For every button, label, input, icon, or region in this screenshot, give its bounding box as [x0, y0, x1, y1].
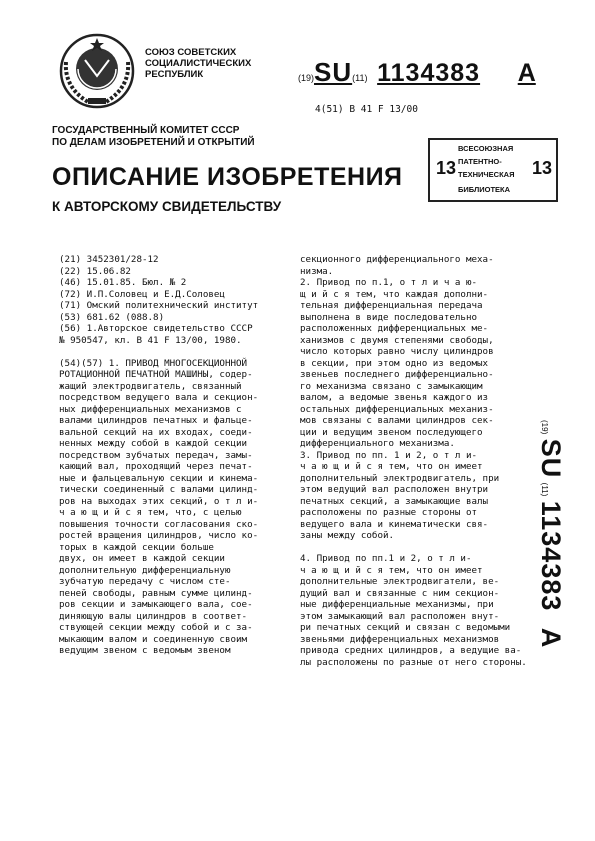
text-line: ствующей секции между собой и с за- [59, 622, 253, 633]
text-line: ч а ю щ и й с я тем, что, с целью [59, 507, 242, 518]
text-line: мыкающим валом и соединенную своим [59, 633, 248, 645]
text-line: печатных секций, а замыкающие валы [300, 495, 489, 507]
text-line: число которых равно числу цилиндров [300, 346, 494, 357]
text-line: (72) И.П.Соловец и Е.Д.Соловец [59, 288, 225, 300]
text-line: остальных дифференциальных механиз- [300, 403, 494, 415]
library-stamp [428, 138, 558, 202]
paragraph-gap [59, 346, 273, 358]
left-column [59, 254, 273, 657]
document-kind: A [517, 59, 536, 87]
side-code-19: (19) [540, 420, 549, 435]
paragraph-gap [300, 542, 530, 554]
text-line: повышения точности согласования ско- [59, 518, 259, 530]
publication-number [298, 57, 536, 88]
text-line: тельная дифференциальная передача [300, 300, 483, 311]
text-line: ных дифференциальных механизмов с [59, 403, 242, 415]
text-line: валами цилиндров печатных и фальце- [59, 415, 253, 426]
text-line: ненных между собой в каждой секции [59, 438, 248, 449]
ipc-classification: 4(51) B 41 F 13/00 [315, 104, 418, 115]
text-line: ции и ведущим звеном последующего [300, 426, 483, 438]
text-line: (54)(57) 1. ПРИВОД МНОГОСЕКЦИОННОЙ [59, 357, 248, 369]
union-line: СОЮЗ СОВЕТСКИХ [145, 47, 237, 58]
text-line: секционного дифференциального меха- [300, 254, 494, 265]
text-line: низма. [300, 265, 334, 277]
text-line: в секции, при этом одно из ведомых [300, 357, 489, 369]
text-line: посредством зубчатых передач, замы- [59, 449, 253, 461]
text-line: пеней свободы, равным сумме цилинд- [59, 587, 253, 599]
text-line: жащий электродвигатель, связанный [59, 380, 242, 392]
text-line: (71) Омский политехнический институт [59, 300, 259, 311]
text-line: ч а ю щ и й с я тем, что он имеет [300, 461, 483, 472]
committee [52, 125, 255, 149]
text-line: ров секции и замыкающего вала, сое- [59, 599, 253, 610]
text-line: посредством ведущего вала и секцион- [59, 392, 259, 403]
text-line: диняющую валы цилиндров в соответ- [59, 610, 248, 622]
committee-line: ПО ДЕЛАМ ИЗОБРЕТЕНИЙ И ОТКРЫТИЙ [52, 137, 255, 148]
text-line: привода средних цилиндров, а ведущие ва- [300, 645, 522, 656]
side-publication-number [536, 420, 566, 682]
committee-line: ГОСУДАРСТВЕННЫЙ КОМИТЕТ СССР [52, 125, 240, 136]
text-line: дифференциального механизма. [300, 438, 455, 449]
stamp-number-left: 13 [436, 158, 457, 178]
text-line: № 950547, кл. B 41 F 13/00, 1980. [59, 334, 242, 346]
side-code-11: (11) [540, 482, 549, 497]
text-line: ханизмов с двумя степенями свободы, [300, 334, 494, 346]
text-line: ные и фальцевальную секции и кинема- [59, 472, 259, 484]
text-line: звеньев последнего дифференциально- [300, 369, 494, 380]
code-19: (19) [298, 73, 315, 83]
patent-number: 1134383 [377, 59, 481, 87]
text-line: расположены по разные стороны от [300, 507, 478, 518]
text-line: ведущим звеном с ведомым звеном [59, 645, 231, 656]
code-11: (11) [352, 73, 368, 83]
text-line: валом, а ведомые звенья каждого из [300, 392, 489, 403]
stamp-line: ПАТЕНТНО- [458, 157, 502, 166]
side-document-kind: A [536, 627, 566, 649]
text-line: этом замыкающий вал расположен внут- [300, 610, 500, 622]
text-line: (53) 681.62 (088.8) [59, 311, 165, 323]
text-line: ч а ю щ и й с я тем, что он имеет [300, 564, 483, 576]
text-line: торых в каждой секции больше [59, 541, 214, 553]
text-line: лы расположены по разные от него стороны. [300, 656, 527, 668]
text-line: выполнена в виде последовательно [300, 311, 478, 323]
union-line: РЕСПУБЛИК [145, 69, 204, 80]
stamp-number-right: 13 [531, 158, 552, 178]
text-line: (56) 1.Авторское свидетельство СССР [59, 323, 253, 334]
right-column [300, 254, 530, 668]
text-line: (46) 15.01.85. Бюл. № 2 [59, 277, 187, 288]
document-title: ОПИСАНИЕ ИЗОБРЕТЕНИЯ [52, 163, 403, 191]
country-code: SU [314, 57, 353, 87]
text-line: зубчатую передачу с числом сте- [59, 576, 231, 587]
document-subtitle: К АВТОРСКОМУ СВИДЕТЕЛЬСТВУ [52, 199, 282, 214]
stamp-line: БИБЛИОТЕКА [458, 185, 511, 194]
text-line: двух, он имеет в каждой секции [59, 553, 225, 564]
text-line: ные дифференциальные механизмы, при [300, 599, 494, 610]
stamp-line: ТЕХНИЧЕСКАЯ [458, 170, 515, 179]
text-line: звеньями дифференциальных механизмов [300, 633, 500, 645]
text-line: расположенных дифференциальных ме- [300, 323, 489, 334]
text-line: дополнительную дифференциальную [59, 564, 231, 576]
state-emblem [58, 32, 136, 110]
text-line: 2. Привод по п.1, о т л и ч а ю- [300, 277, 478, 288]
text-line: кающий вал, проходящий через печат- [59, 461, 253, 472]
text-line: го механизма связано с замыкающим [300, 380, 483, 392]
side-country-code: SU [536, 438, 566, 479]
text-line: (21) 3452301/28-12 [59, 254, 159, 265]
text-line: дополнительный электродвигатель, при [300, 472, 500, 484]
side-patent-number: 1134383 [536, 500, 566, 612]
stamp-line: ВСЕСОЮЗНАЯ [458, 144, 514, 153]
text-line: дополнительные электродвигатели, ве- [300, 576, 500, 587]
text-line: ведущего вала и кинематически свя- [300, 518, 489, 530]
text-line: ри печатных секций и связан с ведомыми [300, 622, 511, 633]
text-line: дущий вал и связанные с ним секцион- [300, 587, 500, 599]
text-line: ростей вращения цилиндров, число ко- [59, 530, 259, 541]
text-line: этом ведущий вал расположен внутри [300, 484, 489, 495]
text-line: вальной секций на их входах, соеди- [59, 426, 253, 438]
text-line: (22) 15.06.82 [59, 265, 131, 277]
text-line: ров на выходах этих секций, о т л и- [59, 495, 259, 507]
text-line: щ и й с я тем, что каждая дополни- [300, 288, 489, 300]
union-line: СОЦИАЛИСТИЧЕСКИХ [145, 58, 252, 69]
text-line: мов связаны с валами цилиндров сек- [300, 415, 494, 426]
text-line: тически соединенный с валами цилинд- [59, 484, 259, 495]
union-name [145, 47, 251, 80]
text-line: 4. Привод по пп.1 и 2, о т л и- [300, 553, 472, 564]
text-line: 3. Привод по пп. 1 и 2, о т л и- [300, 449, 478, 461]
text-line: заны между собой. [300, 530, 395, 541]
text-line: РОТАЦИОННОЙ ПЕЧАТНОЙ МАШИНЫ, содер- [59, 369, 253, 380]
